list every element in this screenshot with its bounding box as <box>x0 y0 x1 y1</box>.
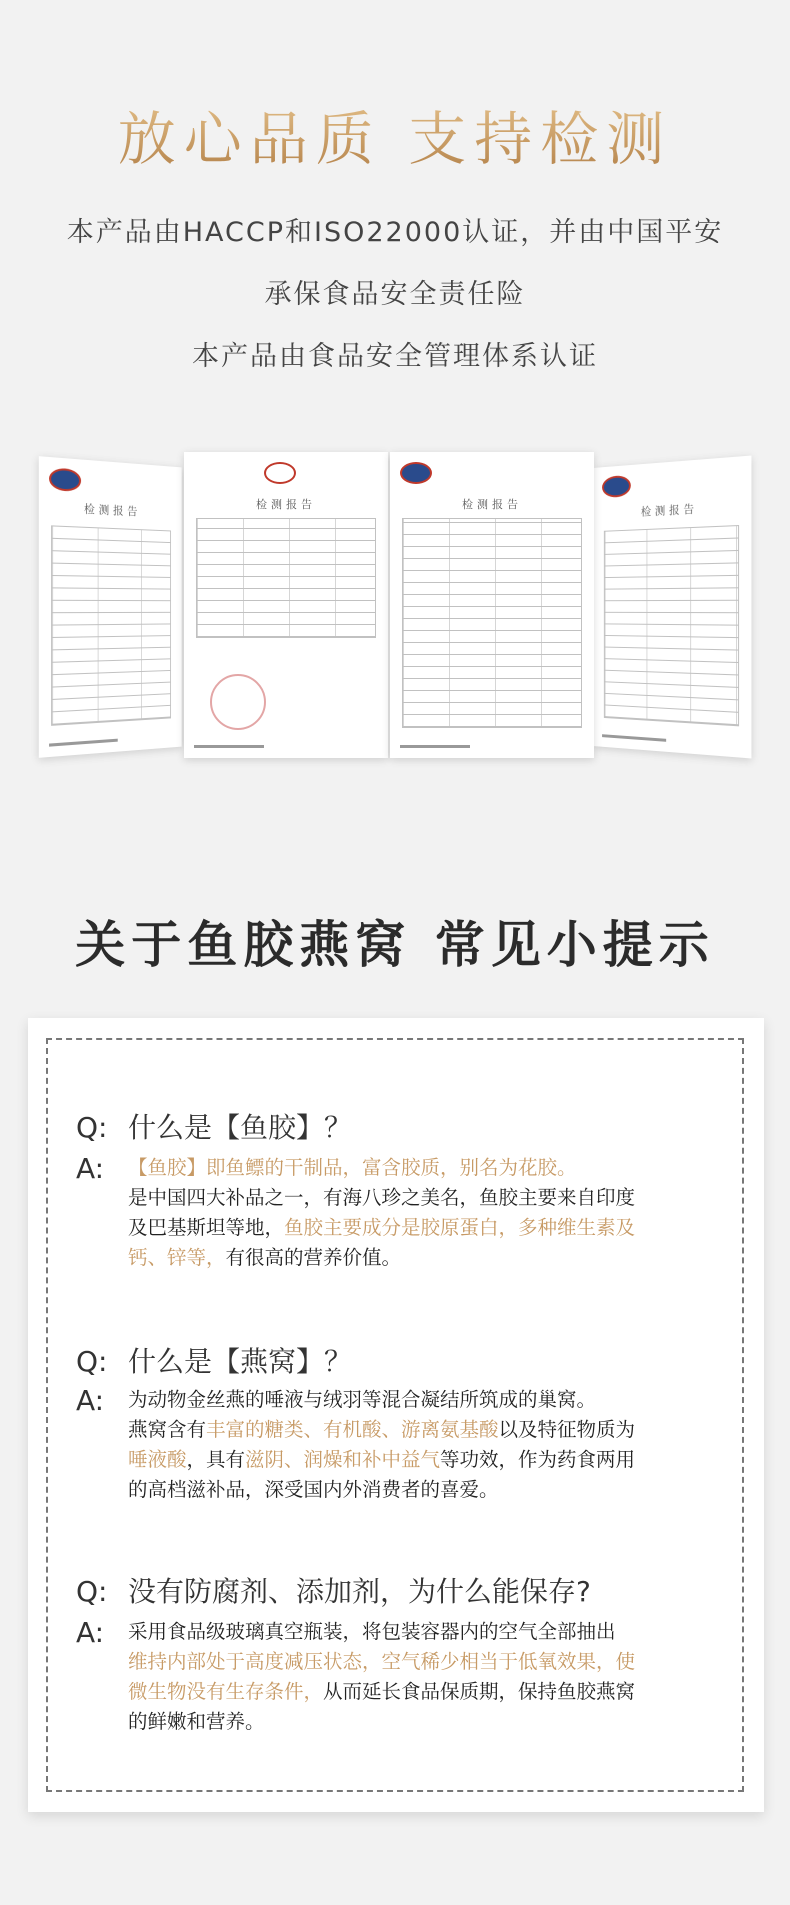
question-text: 什么是【鱼胶】？ <box>128 1111 353 1144</box>
intro-line-3: 本产品由食品安全管理体系认证 <box>192 341 598 372</box>
certificate-title: 检测报告 <box>256 498 316 511</box>
certificate-2 <box>184 452 388 758</box>
a-label: A: <box>76 1384 105 1417</box>
q-label: Q: <box>76 1575 108 1608</box>
certificate-title: 检测报告 <box>462 498 522 511</box>
certificate-4 <box>593 456 751 759</box>
highlight-text: 鱼胶主要成分是胶原蛋白，多种维生素及 <box>284 1216 636 1239</box>
faq-question-3 <box>76 1570 591 1610</box>
answer-3-line-2 <box>128 1648 635 1676</box>
answer-3-line-4 <box>128 1708 265 1736</box>
answer-3-line-1 <box>128 1618 616 1646</box>
highlight-text: 滋阴、润燥和补中益气 <box>245 1448 441 1471</box>
highlight-text: 丰富的糖类、有机酸、游离氨基酸 <box>206 1418 499 1441</box>
question-text: 没有防腐剂、添加剂，为什么能保存? <box>128 1575 591 1608</box>
q-label: Q: <box>76 1345 108 1378</box>
highlight-text: 【鱼胶】即鱼鳔的干制品，富含胶质，别名为花胶。 <box>128 1156 577 1179</box>
answer-text: 等功效，作为药食两用 <box>440 1448 636 1471</box>
faq-question-2 <box>76 1340 352 1380</box>
a-label: A: <box>76 1616 105 1649</box>
answer-1-line-4 <box>128 1244 401 1272</box>
highlight-text: 钙、锌等， <box>128 1246 226 1269</box>
highlight-text: 维持内部处于高度减压状态，空气稀少相当于低氧效果，使 <box>128 1650 636 1673</box>
answer-1-line-2 <box>128 1184 635 1212</box>
answer-text: 及巴基斯坦等地， <box>128 1216 285 1239</box>
certificate-table <box>51 525 171 726</box>
answer-2-line-2 <box>128 1416 635 1444</box>
certificate-title: 检测报告 <box>640 502 698 519</box>
answer-text: 采用食品级玻璃真空瓶装，将包装容器内的空气全部抽出 <box>128 1620 616 1643</box>
q-label: Q: <box>76 1111 108 1144</box>
hero-title: 放心品质 支持检测 <box>0 92 790 176</box>
certificate-title: 检测报告 <box>84 502 142 519</box>
answer-2-line-1 <box>128 1386 596 1414</box>
question-text: 什么是【燕窝】？ <box>128 1345 353 1378</box>
answer-text: 是中国四大补品之一，有海八珍之美名，鱼胶主要来自印度 <box>128 1186 636 1209</box>
faq-question-1 <box>76 1106 352 1146</box>
certifier-logo-icon <box>264 462 296 484</box>
certifier-logo-icon <box>400 462 432 484</box>
answer-text: 以及特征物质为 <box>498 1418 636 1441</box>
intro-line-1: 本产品由HACCP和ISO22000认证，并由中国平安 <box>66 217 724 248</box>
answer-1-line-3 <box>128 1214 635 1242</box>
answer-text: 有很高的营养价值。 <box>225 1246 402 1269</box>
faq-title: 关于鱼胶燕窝 常见小提示 <box>75 916 715 974</box>
a-label: A: <box>76 1152 105 1185</box>
answer-text: 为动物金丝燕的唾液与绒羽等混合凝结所筑成的巢窝。 <box>128 1388 597 1411</box>
faq-card <box>28 1018 764 1812</box>
answer-text: 从而延长食品保质期，保持鱼胶燕窝 <box>323 1680 636 1703</box>
answer-3-line-3 <box>128 1678 635 1706</box>
highlight-text: 微生物没有生存条件， <box>128 1680 324 1703</box>
certificate-table <box>604 525 739 726</box>
official-seal <box>210 674 266 730</box>
certificate-1 <box>39 456 182 758</box>
answer-1-line-1 <box>128 1154 577 1182</box>
certifier-logo-icon <box>602 475 631 498</box>
certifier-logo-icon <box>49 467 81 492</box>
answer-2-line-4 <box>128 1476 499 1504</box>
certificate-3 <box>390 452 594 758</box>
certificate-gallery <box>38 452 752 762</box>
answer-text: 的高档滋补品，深受国内外消费者的喜爱。 <box>128 1478 499 1501</box>
certificate-table <box>402 518 582 728</box>
answer-text: 燕窝含有 <box>128 1418 207 1441</box>
highlight-text: 唾液酸 <box>128 1448 187 1471</box>
answer-text: ，具有 <box>186 1448 246 1471</box>
answer-2-line-3 <box>128 1446 635 1474</box>
certificate-table <box>196 518 376 638</box>
intro-line-2: 承保食品安全责任险 <box>264 279 526 310</box>
answer-text: 的鲜嫩和营养。 <box>128 1710 265 1733</box>
